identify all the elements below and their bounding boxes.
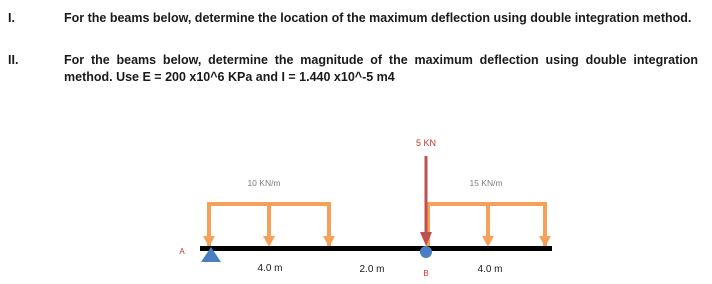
point-load (420, 156, 432, 246)
span-label-2: 2.0 m (359, 264, 385, 275)
point-load-arrow-head (420, 232, 432, 246)
question-1-text: For the beams below, determine the location of the maximum deflection using double integration method. (64, 11, 692, 25)
span-label-3: 4.0 m (477, 264, 503, 275)
udl-left (203, 204, 335, 247)
roller-support-b (420, 246, 432, 258)
udl-left-arrow-1 (203, 236, 215, 247)
support-a-label: A (179, 247, 185, 256)
udl-right-arrow-1 (482, 236, 494, 247)
point-load-label: 5 KN (415, 138, 437, 148)
udl-left-label: 10 KN/m (247, 178, 281, 188)
question-1-number: I. (8, 11, 15, 25)
span-label-1: 4.0 m (257, 263, 283, 274)
udl-left-arrow-3 (323, 236, 335, 247)
udl-left-arrow-2 (263, 236, 275, 247)
question-2-number: II. (8, 53, 19, 67)
question-2-text: For the beams below, determine the magnitude of the maximum deflection using double integration method. Use E = 200 x10^6 KPa and I = 1.440 x10^-5 m4 (64, 53, 698, 84)
support-b-label: B (423, 269, 429, 278)
udl-right (428, 204, 551, 247)
udl-right-label: 15 KN/m (469, 178, 503, 188)
beam (200, 246, 552, 251)
udl-right-arrow-2 (539, 236, 551, 247)
